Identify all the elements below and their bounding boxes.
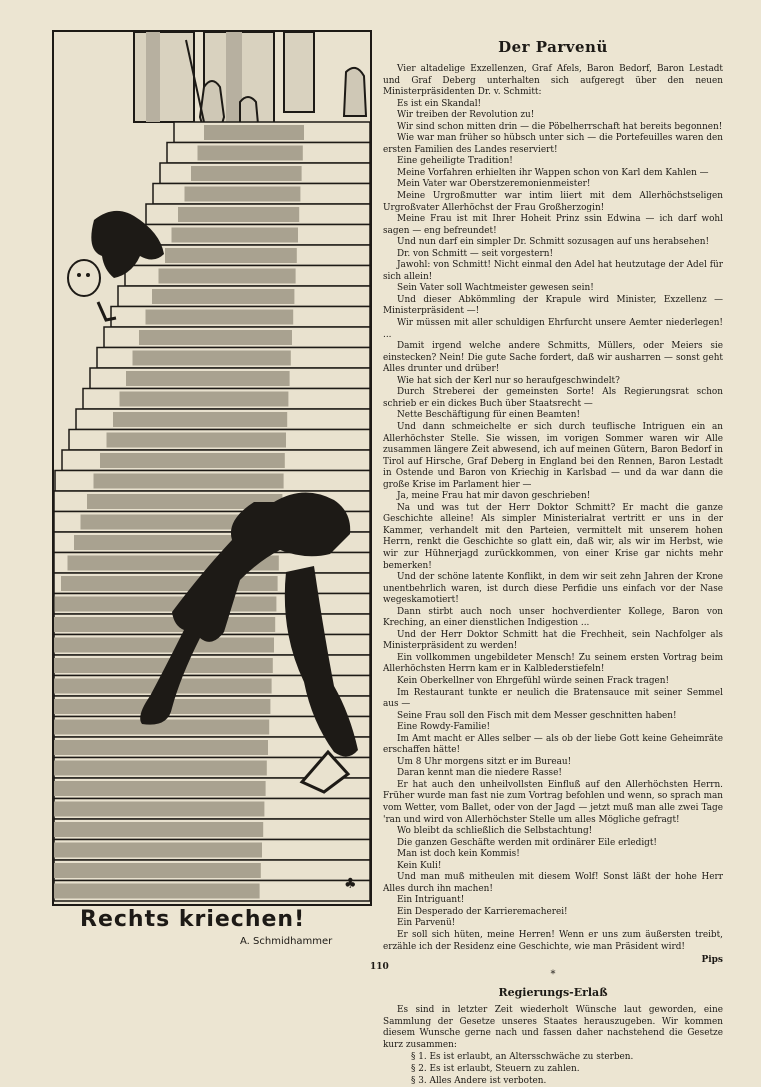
text-column	[383, 38, 723, 1087]
decree-law: § 3. Alles Andere ist verboten.	[411, 1076, 547, 1087]
article-paragraph: Wir treiben der Revolution zu!	[397, 110, 535, 121]
article-paragraph: Ein vollkommen ungebildeter Mensch! Zu seinem ersten Vortrag beim Allerhöchsten Herrn kam er in Kalblederstiefeln!	[383, 652, 723, 675]
section-separator: *	[550, 969, 556, 981]
illustration-caption: Rechts kriechen!	[80, 907, 306, 932]
article-paragraph: Man ist doch kein Kommis!	[397, 849, 520, 860]
article-paragraph: Und der schöne latente Konflikt, in dem wir seit zehn Jahren der Krone unentbehrlich waren, ist durch diese Perfidie uns einfach vor der Nase wegeskamotiert!	[383, 572, 723, 606]
decree-law: § 2. Es ist erlaubt, Steuern zu zahlen.	[411, 1064, 580, 1075]
article-paragraph: Wir sind schon mitten drin — die Pöbelherrschaft hat bereits begonnen!	[397, 121, 723, 132]
article-paragraph: Ein Intriguant!	[397, 895, 465, 906]
article-paragraph: Wie hat sich der Kerl nur so heraufgeschwindelt?	[397, 375, 620, 386]
article-paragraph: Wie war man früher so hübsch unter sich — die Portefeuilles waren den ersten Familien des Landes reserviert!	[383, 133, 723, 155]
svg-text:♣: ♣	[344, 876, 357, 892]
decree-laws	[383, 1051, 723, 1087]
article-paragraph: Dr. von Schmitt — seit vorgestern!	[397, 248, 554, 259]
article-paragraph: Na und was tut der Herr Doktor Schmitt? Er macht die ganze Geschichte alleine! Als simpler Ministerialrat vertritt er uns in der Kammer, verhandelt mit den Parteien, vermittelt mit unserem hohen Herrn, renkt die Geschichte so glatt ein, daß wir, als wir im Herbst, wie wir zur Hühnerjagd zurückkommen, von einer Krise gar nichts mehr bemerken!	[383, 502, 723, 571]
article-paragraph: Vier altadelige Exzellenzen, Graf Afels, Baron Bedorf, Baron Lestadt und Graf Deberg unterhalten sich aufgeregt über den neuen Ministerpräsidenten Dr. v. Schmitt:	[383, 64, 723, 98]
article-paragraph: Und der Herr Doktor Schmitt hat die Frechheit, sein Nachfolger als Ministerpräsident zu werden!	[383, 629, 723, 652]
article-paragraph: Daran kennt man die niedere Rasse!	[397, 768, 562, 779]
decree-title: Regierungs-Erlaß	[498, 986, 608, 1000]
article-body	[383, 64, 723, 953]
decree-law: § 1. Es ist erlaubt, an Altersschwäche zu sterben.	[411, 1052, 634, 1063]
article-paragraph: Meine Urgroßmutter war intim liiert mit dem Allerhöchstseligen Urgroßvater Allerhöchst der Frau Großherzogin!	[383, 191, 723, 213]
article-paragraph: Dann stirbt auch noch unser hochverdienter Kollege, Baron von Kreching, an einer dienstlichen Indigestion ...	[383, 606, 723, 629]
article-paragraph: Und man muß mitheulen mit diesem Wolf! Sonst läßt der hohe Herr Alles durch ihn machen!	[383, 872, 723, 894]
staircase-illustration	[52, 30, 372, 906]
article-paragraph: Damit irgend welche andere Schmitts, Müllers, oder Meiers sie einstecken? Nein! Die gute Sache fordert, daß wir ausharren — sonst geht Alles drunter und drüber!	[383, 341, 723, 375]
article-paragraph: Ein Parvenü!	[397, 918, 456, 929]
article-paragraph: Sein Vater soll Wachtmeister gewesen sein!	[397, 283, 594, 294]
article-paragraph: Meine Frau ist mit Ihrer Hoheit Prinz ssin Edwina — ich darf wohl sagen — eng befreundet!	[383, 214, 723, 236]
article-paragraph: Ja, meine Frau hat mir davon geschrieben!	[397, 491, 591, 502]
article-paragraph: Wo bleibt da schließlich die Selbstachtung!	[397, 826, 593, 837]
artist-signature: A. Schmidhammer	[240, 936, 333, 947]
article-paragraph: Es ist ein Skandal!	[397, 98, 482, 109]
article-paragraph: Durch Streberei der gemeinsten Sorte! Als Regierungsrat schon schrieb er ein dickes Buch über Staatsrecht —	[383, 387, 723, 409]
article-paragraph: Im Amt macht er Alles selber — als ob der liebe Gott keine Geheimräte erschaffen hätte!	[383, 733, 723, 756]
article-paragraph: Und dieser Abkömmling der Krapule wird Minister, Exzellenz — Ministerpräsident —!	[383, 294, 723, 317]
article-paragraph: Mein Vater war Oberstzeremonienmeister!	[397, 179, 591, 190]
article-paragraph: Im Restaurant tunkte er neulich die Bratensauce mit seiner Semmel aus —	[383, 687, 723, 710]
article-paragraph: Jawohl: von Schmitt! Nicht einmal den Adel hat heutzutage der Adel für sich allein!	[383, 260, 723, 282]
article-paragraph: Eine geheiligte Tradition!	[397, 156, 513, 167]
author-signature: Pips	[701, 955, 723, 966]
article-title: Der Parvenü	[498, 38, 608, 56]
page-number: 110	[370, 962, 389, 972]
article-paragraph: Und nun darf ein simpler Dr. Schmitt sozusagen auf uns herabsehen!	[397, 237, 710, 248]
article-paragraph: Er soll sich hüten, meine Herren! Wenn er uns zum äußersten treibt, erzähle ich der Residenz eine Geschichte, wie man Präsident wird!	[383, 930, 723, 952]
article-paragraph: Um 8 Uhr morgens sitzt er im Bureau!	[397, 756, 572, 767]
article-paragraph: Und dann schmeichelte er sich durch teuflische Intriguen ein an Allerhöchster Stelle. Sie wissen, im vorigen Sommer waren wir Alle zusammen längere Zeit abwesend, ich auf meinen Gütern, Baron Bedorf in Tirol auf Hirsche, Graf Deberg in England bei den Rennen, Baron Lestadt in Ostende und Baron von Kriechig in Karlsbad — und da war dann die große Krise im Parlament hier —	[383, 421, 723, 490]
article-paragraph: Kein Oberkellner von Ehrgefühl würde seinen Frack tragen!	[397, 675, 670, 686]
decree-intro: Es sind in letzter Zeit wiederholt Wünsche laut geworden, eine Sammlung der Gesetze unseres Staates herauszugeben. Wir kommen diesem Wunsche gerne nach und fassen daher nachstehend die Gesetze kurz zusammen:	[383, 1005, 723, 1050]
decree-intro-block	[383, 1005, 723, 1051]
article-paragraph: Meine Vorfahren erhielten ihr Wappen schon von Karl dem Kahlen —	[397, 167, 709, 178]
article-paragraph: Ein Desperado der Karrieremacherei!	[397, 906, 568, 917]
article-paragraph: Die ganzen Geschäfte werden mit ordinärer Eile erledigt!	[397, 837, 658, 848]
article-paragraph: Wir müssen mit aller schuldigen Ehrfurcht unsere Aemter niederlegen! ...	[383, 318, 723, 340]
article-paragraph: Nette Beschäftigung für einen Beamten!	[397, 410, 581, 421]
article-paragraph: Eine Rowdy-Familie!	[397, 722, 491, 733]
article-paragraph: Er hat auch den unheilvollsten Einfluß auf den Allerhöchsten Herrn. Früher wurde man fast nie zum Vortrag befohlen und wenn, so sprach man vom Wetter, vom Ballet, oder von der Jagd — jetzt muß man alle zwei Tage 'ran und wird von Allerhöchster Stelle um alles Mögliche gefragt!	[383, 779, 723, 825]
article-paragraph: Kein Kuli!	[397, 860, 442, 871]
article-paragraph: Seine Frau soll den Fisch mit dem Messer geschnitten haben!	[397, 710, 677, 721]
